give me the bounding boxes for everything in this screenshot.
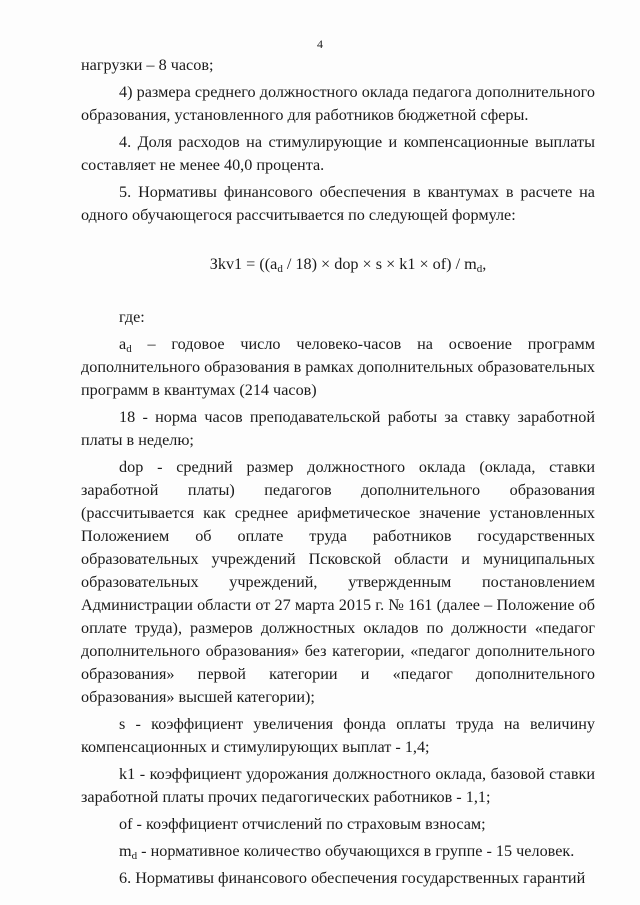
document-body bbox=[81, 54, 595, 894]
formula-main: Зkv1 = ((a bbox=[209, 255, 278, 273]
paragraph-item-4-salary: 4) размера среднего должностного оклада педагога дополнительного образования, установленного для работников бюджетной сферы. bbox=[81, 83, 595, 124]
paragraph-section-6: 6. Нормативы финансового обеспечения государственных гарантий bbox=[119, 869, 586, 887]
ad-symbol: a bbox=[119, 335, 127, 353]
formula-subscript-md: d bbox=[476, 263, 483, 275]
formula-subscript-d: d bbox=[277, 263, 283, 275]
definition-k1: k1 - коэффициент удорожания должностного оклада, базовой ставки заработной платы прочих педагогических работников - 1,1; bbox=[81, 765, 595, 806]
definition-md bbox=[81, 840, 595, 863]
where-label: где: bbox=[119, 308, 145, 326]
definition-ad bbox=[81, 333, 595, 402]
definition-18: 18 - норма часов преподавательской работы за ставку заработной платы в неделю; bbox=[81, 408, 595, 449]
ad-text: – годовое число человеко-часов на освоение программ дополнительного образования в рамках дополнительных образовательных программ в квантумах (214 часов) bbox=[81, 335, 595, 399]
formula-end: , bbox=[482, 255, 487, 273]
definition-s: s - коэффициент увеличения фонда оплаты труда на величину компенсационных и стимулирующих выплат - 1,4; bbox=[81, 715, 595, 756]
paragraph-section-5: 5. Нормативы финансового обеспечения в квантумах в расчете на одного обучающегося рассчитывается по следующей формуле: bbox=[81, 183, 595, 224]
definition-of: of - коэффициент отчислений по страховым взносам; bbox=[119, 815, 486, 833]
formula-middle: / 18) × dop × s × k1 × of) / m bbox=[282, 255, 477, 273]
md-text: - нормативное количество обучающихся в группе - 15 человек. bbox=[137, 842, 575, 860]
paragraph-hours-ending: нагрузки – 8 часов; bbox=[81, 56, 214, 74]
page-number: 4 bbox=[317, 37, 323, 51]
md-subscript: d bbox=[131, 850, 138, 862]
paragraph-section-4: 4. Доля расходов на стимулирующие и компенсационные выплаты составляет не менее 40,0 процента. bbox=[81, 133, 595, 174]
ad-subscript: d bbox=[126, 343, 132, 355]
definition-dop: dop - средний размер должностного оклада (оклада, ставки заработной платы) педагогов дополнительного образования (рассчитывается как среднее арифметическое значение установленных Положением об оплате труда работников государственных образовательных учреждений Псковской области и муниципальных образовательных учреждений, утвержденным постановлением Администрации области от 27 марта 2015 г. № 161 (далее – Положение об оплате труда), размеров должностных окладов по должности «педагог дополнительного образования» без категории, «педагог дополнительного образования» первой категории и «педагог дополнительного образования» высшей категории); bbox=[81, 458, 595, 706]
md-symbol: m bbox=[119, 842, 132, 860]
formula bbox=[81, 253, 595, 276]
